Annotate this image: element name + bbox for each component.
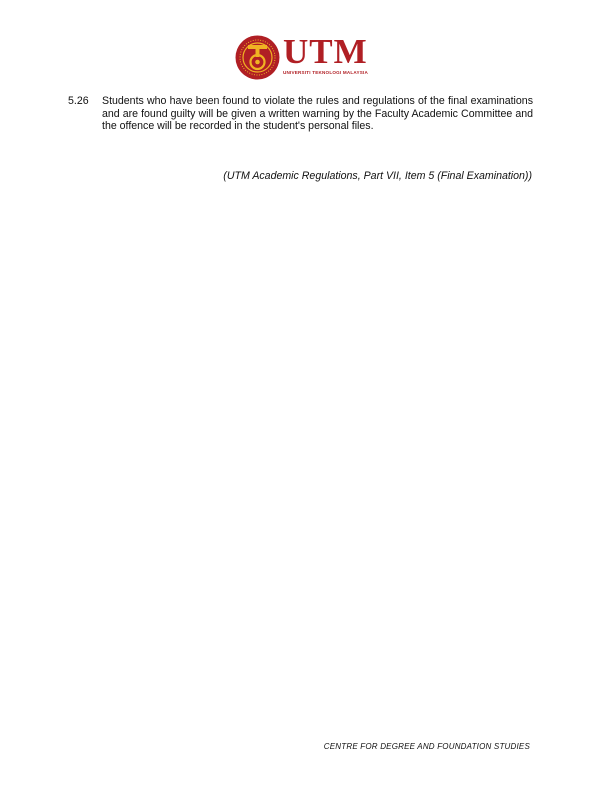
- logo-subtitle: UNIVERSITI TEKNOLOGI MALAYSIA: [283, 70, 369, 75]
- clause-number: 5.26: [68, 95, 89, 107]
- page-footer: CENTRE FOR DEGREE AND FOUNDATION STUDIES: [323, 742, 530, 751]
- regulation-citation: (UTM Academic Regulations, Part VII, Item 5 (Final Examination)): [223, 170, 532, 182]
- logo-wordmark: UTM: [283, 32, 368, 71]
- clause-text: Students who have been found to violate the rules and regulations of the final examinations and are found guilty will be given a written warning by the Faculty Academic Committee and the offence will be recorded in the student's personal files.: [102, 95, 533, 132]
- utm-logo: [235, 32, 369, 81]
- utm-crest-icon: [235, 35, 280, 80]
